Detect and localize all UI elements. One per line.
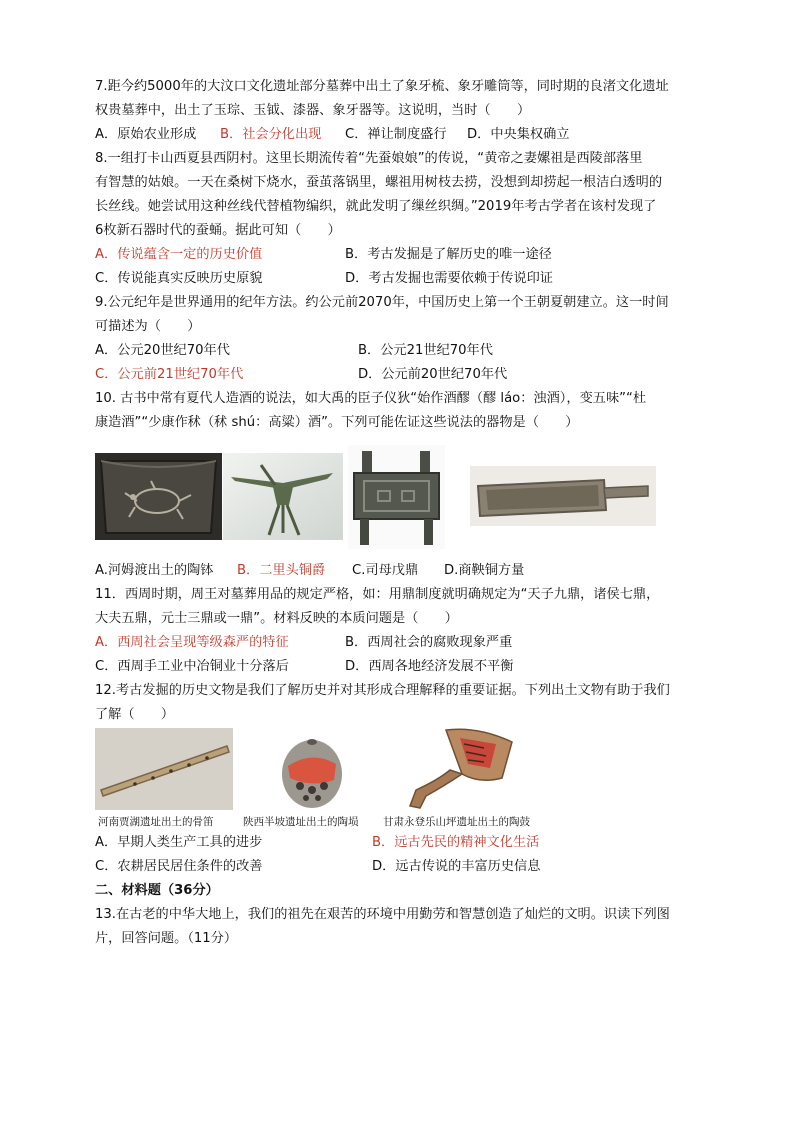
q9-stem-line1: 9.公元纪年是世界通用的纪年方法。约公元前2070年，中国历史上第一个王朝夏朝建立。这一时间: [95, 295, 669, 310]
q7-option-c: C．禅让制度盛行: [345, 127, 447, 142]
q11-option-c: C．西周手工业中冶铜业十分落后: [95, 659, 289, 674]
pottery-bowl-image: [95, 453, 222, 540]
q11-stem-line1: 11．西周时期，周王对墓葬用品的规定严格，如：用鼎制度就明确规定为“天子九鼎，诸侯七鼎，: [95, 587, 660, 602]
q12-option-b: B．远古先民的精神文化生活: [372, 835, 540, 850]
section-title: 二、材料题（36分）: [95, 883, 219, 898]
q11-stem-line2: 大夫五鼎，元士三鼎或一鼎”。材料反映的本质问题是（ ）: [95, 611, 458, 626]
q8-stem-line4: 6枚新石器时代的蚕蛹。据此可知（ ）: [95, 223, 341, 238]
q7-option-a: A．原始农业形成: [95, 127, 197, 142]
q8-stem-line2: 有智慧的姑娘。一天在桑树下烧水，蚕茧落锅里，螺祖用树枝去捞，没想到却捞起一根洁白透明的: [95, 175, 663, 190]
q13-stem-line2: 片，回答问题。（11分）: [95, 931, 238, 946]
q7-stem-line1: 7.距今约5000年的大汶口文化遗址部分墓葬中出土了象牙梳、象牙雕筒等，同时期的良渚文化遗址: [95, 79, 669, 94]
caption-bone-flute: 河南贾湖遗址出土的骨笛: [98, 816, 214, 828]
caption-pottery-xun: 陕西半坡遗址出土的陶埙: [243, 816, 359, 828]
pottery-xun-image: [262, 728, 364, 810]
q8-stem-line1: 8.一组打卡山西夏县西阴村。这里长期流传着“先蚕娘娘”的传说，“黄帝之妻嫘祖是西陵部落里: [95, 151, 643, 166]
q12-stem-line1: 12.考古发掘的历史文物是我们了解历史并对其形成合理解释的重要证据。下列出土文物有助于我们: [95, 683, 670, 698]
q7-option-b: B．社会分化出现: [220, 127, 322, 142]
q11-option-a: A．西周社会呈现等级森严的特征: [95, 635, 289, 650]
q8-stem-line3: 长丝线。她尝试用这种丝线代替植物编织，就此发明了缫丝织绸。”2019年考古学者在该村发现了: [95, 199, 657, 214]
bone-flute-image: [95, 728, 233, 810]
q8-option-a: A．传说蕴含一定的历史价值: [95, 247, 263, 262]
q8-option-d: D．考古发掘也需要依赖于传说印证: [345, 271, 553, 286]
q11-option-d: D．西周各地经济发展不平衡: [345, 659, 514, 674]
caption-pottery-drum: 甘肃永登乐山坪遗址出土的陶鼓: [383, 816, 530, 828]
q7-stem-line2: 权贵墓葬中，出土了玉琮、玉钺、漆器、象牙器等。这说明，当时（ ）: [95, 103, 531, 118]
q9-option-b: B．公元21世纪70年代: [358, 343, 493, 358]
pottery-drum-image: [400, 724, 520, 812]
q10-stem-line1: 10. 古书中常有夏代人造酒的说法，如大禹的臣子仪狄“始作酒醪（醪 láo：浊酒），变五味”“杜: [95, 391, 646, 406]
q9-stem-line2: 可描述为（ ）: [95, 319, 201, 334]
bronze-measure-image: [470, 466, 656, 526]
q10-option-c: C.司母戊鼎: [352, 563, 419, 578]
q10-option-b: B．二里头铜爵: [237, 563, 326, 578]
bronze-jue-image: [223, 453, 343, 540]
q12-option-c: C．农耕居民居住条件的改善: [95, 859, 263, 874]
q12-option-a: A．早期人类生产工具的进步: [95, 835, 263, 850]
q8-option-b: B．考古发掘是了解历史的唯一途径: [345, 247, 552, 262]
q9-option-a: A．公元20世纪70年代: [95, 343, 230, 358]
q7-option-d: D．中央集权确立: [467, 127, 570, 142]
q8-option-c: C．传说能真实反映历史原貌: [95, 271, 263, 286]
q9-option-d: D．公元前20世纪70年代: [358, 367, 508, 382]
q11-option-b: B．西周社会的腐败现象严重: [345, 635, 513, 650]
q10-option-d: D.商鞅铜方量: [444, 563, 525, 578]
simuwu-ding-image: [348, 445, 445, 549]
q13-stem-line1: 13.在古老的中华大地上，我们的祖先在艰苦的环境中用勤劳和智慧创造了灿烂的文明。识读下列图: [95, 907, 670, 922]
q10-option-a: A.河姆渡出土的陶钵: [95, 563, 214, 578]
q10-stem-line2: 康造酒”“少康作秫（秫 shú：高粱）酒”。下列可能佐证这些说法的器物是（ ）: [95, 415, 579, 430]
q12-option-d: D．远古传说的丰富历史信息: [372, 859, 541, 874]
q12-stem-line2: 了解（ ）: [95, 707, 175, 722]
q9-option-c: C．公元前21世纪70年代: [95, 367, 244, 382]
